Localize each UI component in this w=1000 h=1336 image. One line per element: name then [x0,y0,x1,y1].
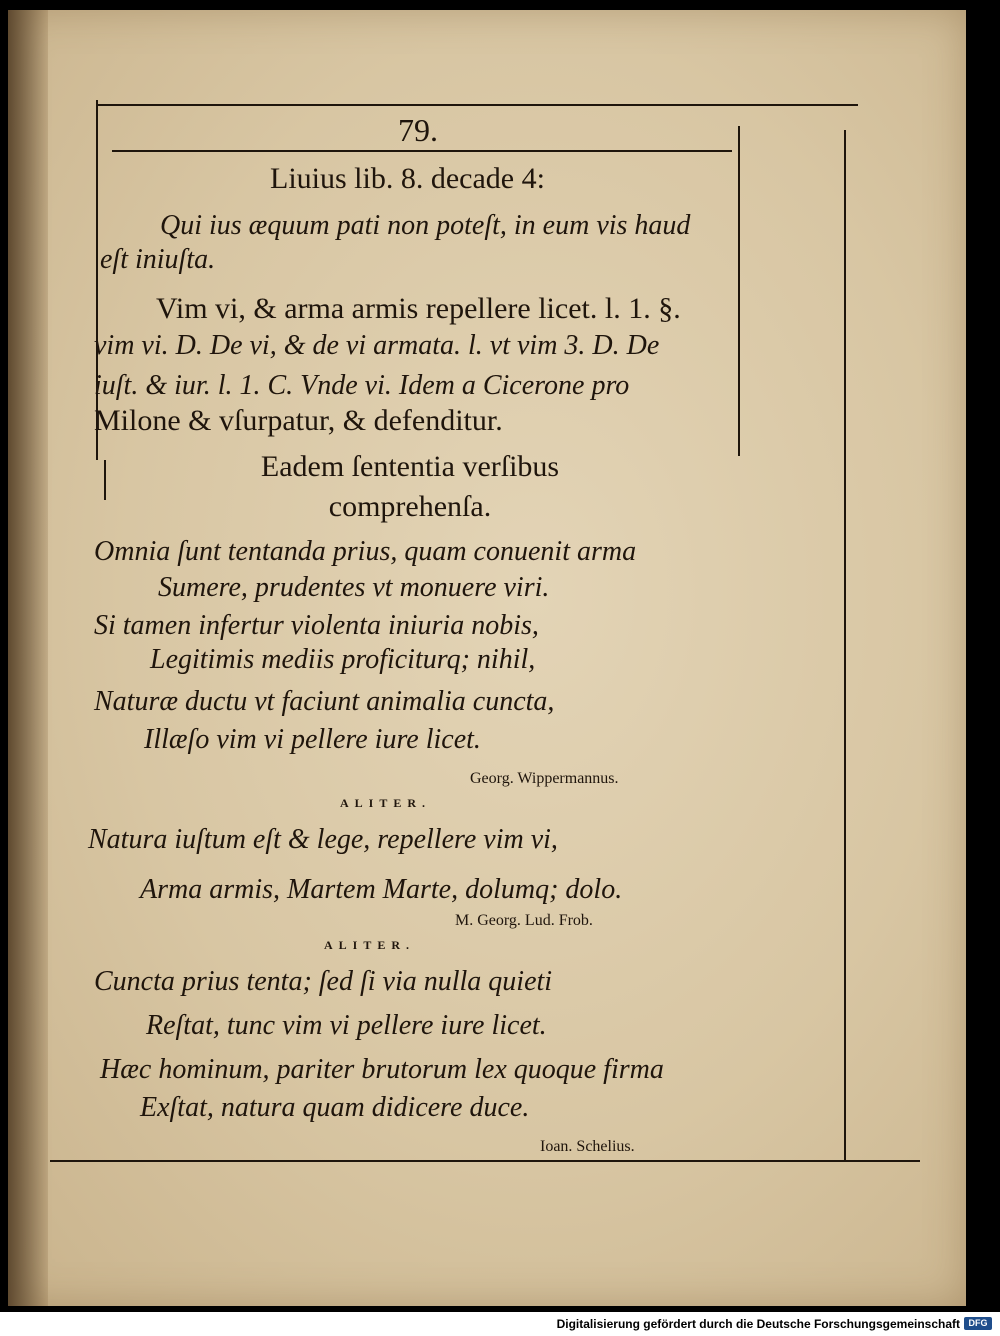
verse-1: Omnia ſunt tentanda prius, quam conuenit arma [94,536,637,567]
left-border-rule-lower [104,460,106,500]
aliter-verse-6: Exſtat, natura quam didicere duce. [140,1092,530,1123]
dfg-logo: DFG [964,1317,992,1330]
signature-1: Georg. Wippermannus. [470,770,619,787]
header-rule [112,150,732,152]
aliter-verse-1: Natura iuſtum eſt & lege, repellere vim vi, [88,824,558,855]
right-border-rule-outer [844,130,846,1160]
aliter-verse-4: Reſtat, tunc vim vi pellere iure licet. [146,1010,547,1041]
heading-aliter-1: ALITER. [340,796,432,810]
verse-3: Si tamen infertur violenta iniuria nobis, [94,610,539,641]
line-l4: Vim vi, & arma armis repellere licet. l. 1. §. [156,292,681,325]
aliter-verse-2: Arma armis, Martem Marte, dolumq; dolo. [140,874,623,905]
right-border-rule [738,126,740,456]
aliter-verse-5: Hæc hominum, pariter brutorum lex quoque firma [100,1054,664,1085]
line-l6: iuſt. & iur. l. 1. C. Vnde vi. Idem a Cicerone pro [94,370,630,401]
footer-bar [0,1312,1000,1336]
line-l5: vim vi. D. De vi, & de vi armata. l. vt vim 3. D. De [94,330,660,361]
footer-text: Digitalisierung gefördert durch die Deutsche Forschungsgemeinschaft [556,1317,960,1331]
verse-6: Illæſo vim vi pellere iure licet. [144,724,481,755]
heading-aliter-2: ALITER. [324,938,416,952]
line-l1: Liuius lib. 8. decade 4: [270,162,545,195]
line-l7: Milone & vſurpatur, & defenditur. [94,404,503,437]
verse-4: Legitimis mediis proficiturq; nihil, [150,644,536,675]
verse-2: Sumere, prudentes vt monuere viri. [158,572,550,603]
top-rule [98,104,858,106]
page-gutter-shadow [8,10,48,1306]
line-l2: Qui ius æquum pati non poteſt, in eum vis haud [160,210,691,241]
line-l8: Eadem ſententia verſibus [260,450,560,483]
aliter-verse-3: Cuncta prius tenta; ſed ſi via nulla quieti [94,966,553,997]
bottom-rule [50,1160,920,1162]
line-l3: eſt iniuſta. [100,244,216,275]
signature-2: M. Georg. Lud. Frob. [455,912,593,929]
verse-5: Naturæ ductu vt faciunt animalia cuncta, [94,686,555,717]
signature-3: Ioan. Schelius. [540,1138,635,1155]
line-l9: comprehenſa. [328,490,492,523]
page-number: 79. [398,112,438,148]
